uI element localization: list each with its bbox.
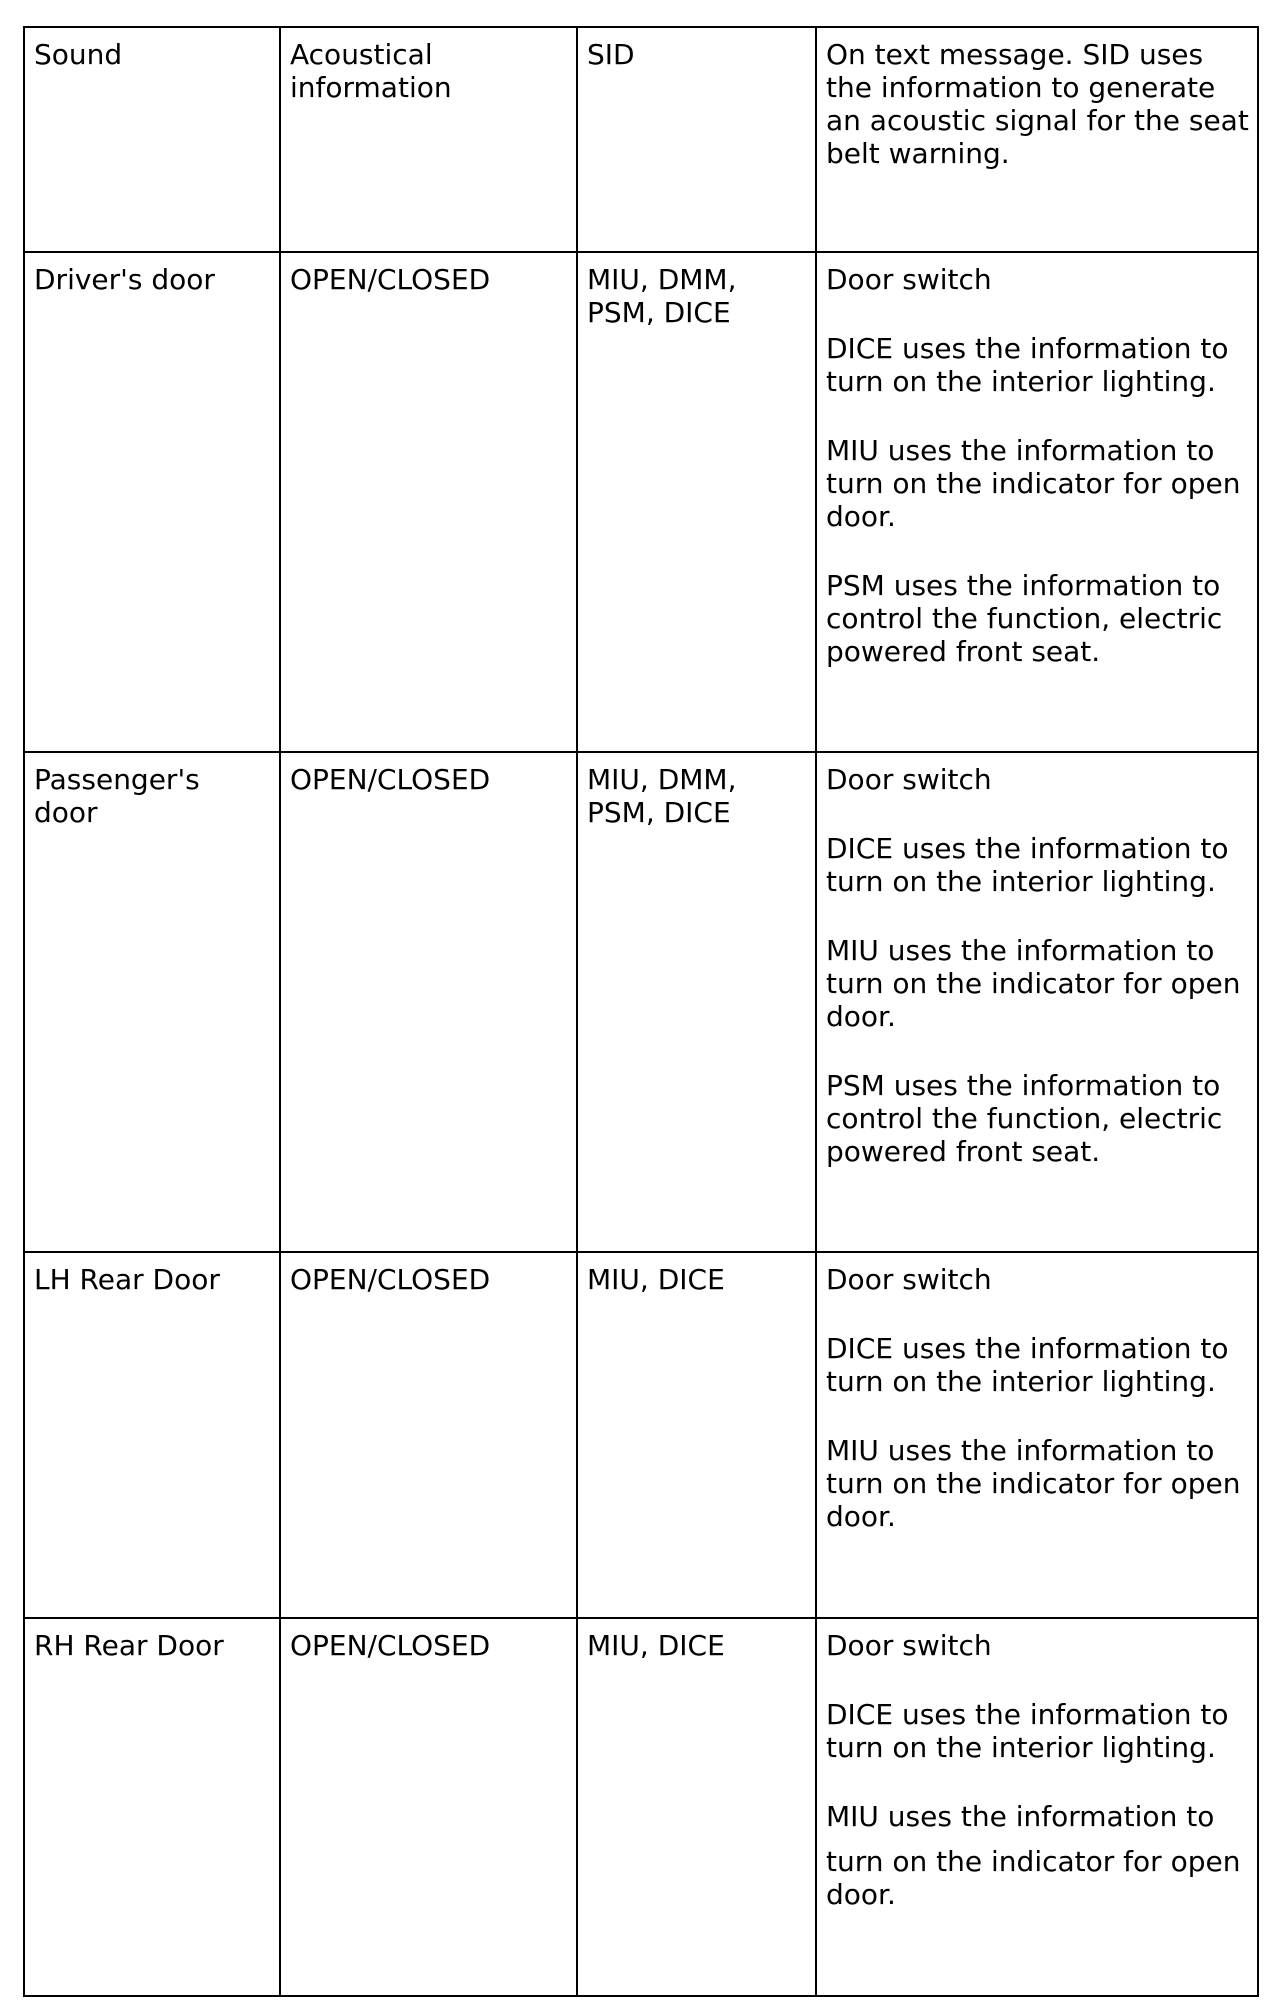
signal-text: LH Rear Door [34, 1263, 220, 1296]
description-paragraph: PSM uses the information to control the function, electric powered front seat. [826, 569, 1223, 668]
receivers-text: MIU, DMM, PSM, DICE [587, 763, 737, 829]
description-paragraph: DICE uses the information to turn on the interior lighting. [826, 1332, 1229, 1398]
table-row [24, 27, 1258, 252]
description-paragraph: Door switch [826, 1629, 992, 1662]
receivers-cell [577, 1252, 816, 1618]
info-text: OPEN/CLOSED [290, 263, 491, 296]
info-cell [280, 27, 577, 252]
description-paragraph: Door switch [826, 1263, 992, 1296]
receivers-cell [577, 1618, 816, 1996]
signal-text: Driver's door [34, 263, 215, 296]
description-paragraph: turn on the indicator for open door. [826, 1845, 1241, 1911]
description-cell [816, 1618, 1258, 1996]
receivers-cell [577, 752, 816, 1252]
receivers-text: MIU, DICE [587, 1263, 725, 1296]
description-paragraph: PSM uses the information to control the function, electric powered front seat. [826, 1069, 1223, 1168]
receivers-text: MIU, DMM, PSM, DICE [587, 263, 737, 329]
receivers-text: SID [587, 38, 635, 71]
receivers-text: MIU, DICE [587, 1629, 725, 1662]
signal-cell [24, 1252, 280, 1618]
table-row [24, 752, 1258, 1252]
info-text: OPEN/CLOSED [290, 1263, 491, 1296]
signal-cell [24, 252, 280, 752]
table-row [24, 1252, 1258, 1618]
signal-cell [24, 27, 280, 252]
info-cell [280, 752, 577, 1252]
description-paragraph: MIU uses the information to turn on the indicator for open door. [826, 934, 1241, 1033]
signal-cell [24, 752, 280, 1252]
signal-text: Passenger's door [34, 763, 200, 829]
description-cell [816, 1252, 1258, 1618]
signal-table [23, 26, 1259, 1997]
receivers-cell [577, 27, 816, 252]
description-paragraph: DICE uses the information to turn on the interior lighting. [826, 1698, 1229, 1764]
info-text: OPEN/CLOSED [290, 1629, 491, 1662]
description-paragraph: MIU uses the information to turn on the indicator for open door. [826, 434, 1241, 533]
description-cell [816, 752, 1258, 1252]
description-cell [816, 252, 1258, 752]
description-paragraph: Door switch [826, 263, 992, 296]
info-cell [280, 1252, 577, 1618]
info-cell [280, 252, 577, 752]
signal-text: Sound [34, 38, 123, 71]
signal-cell [24, 1618, 280, 1996]
signal-text: RH Rear Door [34, 1629, 224, 1662]
description-cell [816, 27, 1258, 252]
table-row [24, 1618, 1258, 1996]
description-paragraph: MIU uses the information to [826, 1800, 1215, 1833]
description-paragraph: DICE uses the information to turn on the interior lighting. [826, 332, 1229, 398]
description-paragraph: Door switch [826, 763, 992, 796]
description-paragraph: MIU uses the information to turn on the indicator for open door. [826, 1434, 1241, 1533]
receivers-cell [577, 252, 816, 752]
signal-table-page [23, 26, 1257, 1997]
description-paragraph: On text message. SID uses the information to generate an acoustic signal for the seat belt warning. [826, 38, 1249, 170]
info-text: OPEN/CLOSED [290, 763, 491, 796]
info-cell [280, 1618, 577, 1996]
table-row [24, 252, 1258, 752]
info-text: Acoustical information [290, 38, 452, 104]
description-paragraph: DICE uses the information to turn on the interior lighting. [826, 832, 1229, 898]
